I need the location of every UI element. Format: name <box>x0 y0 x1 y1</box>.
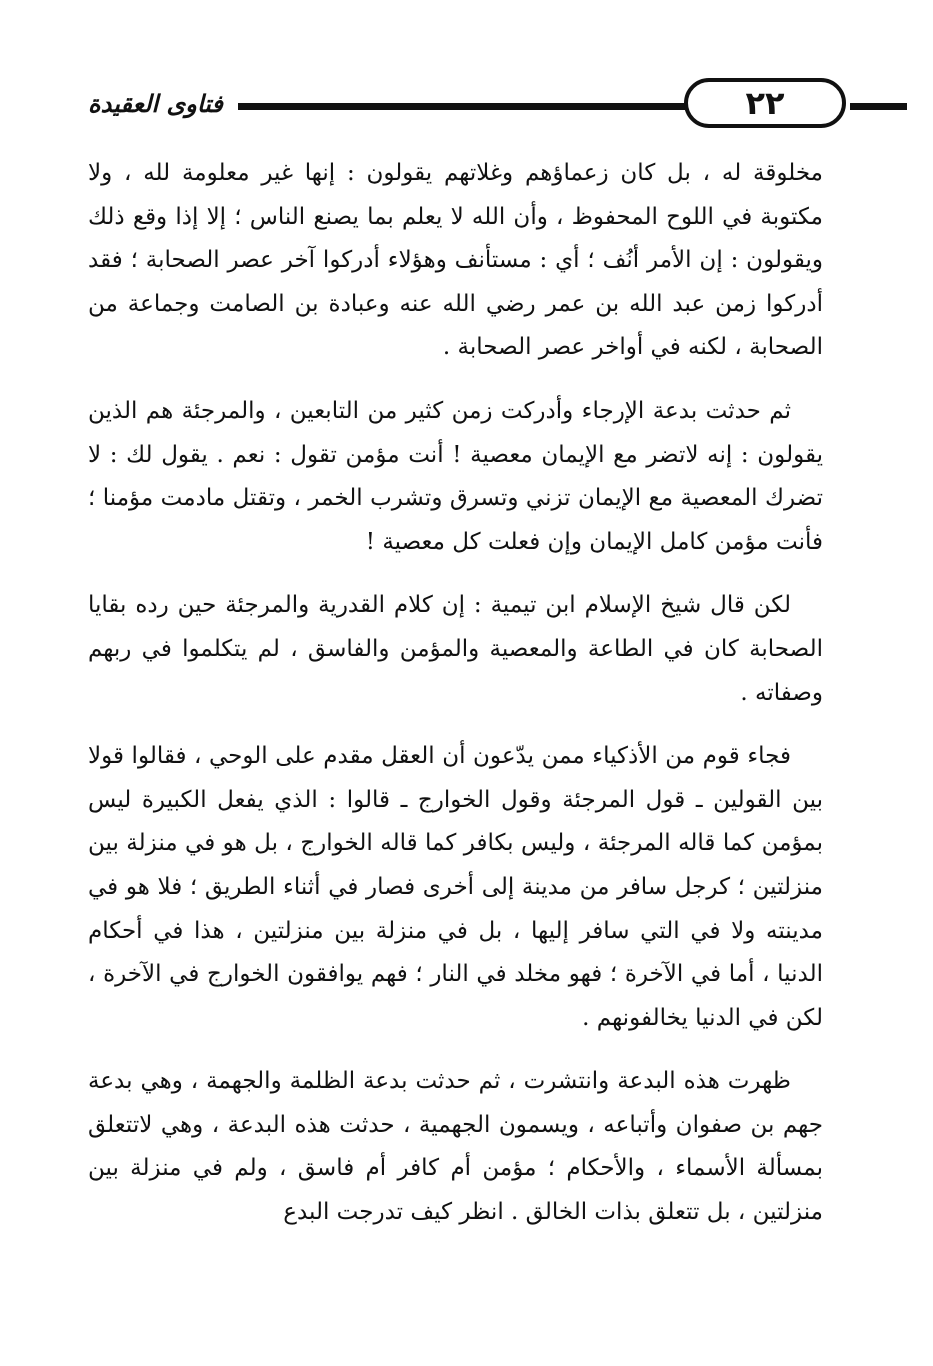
paragraph-intermediate-position: فجاء قوم من الأذكياء ممن يدّعون أن العقل مقدم على الوحي ، فقالوا قولا بين القولين ـ قول المرجئة وقول الخوارج ـ قالوا : الذي يفعل الكبيرة ليس بمؤمن كما قاله المرجئة ، وليس بكافر كما قاله الخوارج ، بل هو في منزلة بين منزلتين ؛ كرجل سافر من مدينة إلى أخرى فصار في أثناء الطريق ؛ فلا هو في مدينته ولا في التي سافر إليها ، بل في منزلة بين منزلتين ، هذا في أحكام الدنيا ، أما في الآخرة ؛ فهو مخلد في النار ؛ فهم يوافقون الخوارج في الآخرة ، لكن في الدنيا يخالفونهم . <box>88 743 823 1031</box>
paragraph-irja: ثم حدثت بدعة الإرجاء وأدركت زمن كثير من التابعين ، والمرجئة هم الذين يقولون : إنه لاتضر مع الإيمان معصية ! أنت مؤمن تقول : نعم . يقول لك : لا تضرك المعصية مع الإيمان تزني وتسرق وتشرب الخمر ، وتقتل مادمت مؤمنا ؛ فأنت مؤمن كامل الإيمان وإن فعلت كل معصية ! <box>88 397 823 555</box>
paragraph-ibn-taymiyya: لكن قال شيخ الإسلام ابن تيمية : إن كلام القدرية والمرجئة حين رده بقايا الصحابة كان في الطاعة والمعصية والمؤمن والفاسق ، لم يتكلموا في ربهم وصفاته . <box>88 592 823 706</box>
page-number: ٢٢ <box>684 78 846 128</box>
page-header <box>88 78 823 136</box>
paragraph-jahmiyya: ظهرت هذه البدعة وانتشرت ، ثم حدثت بدعة الظلمة والجهمة ، وهي بدعة جهم بن صفوان وأتباعه ، ويسمون الجهمية ، حدثت هذه البدعة ، وهي لاتتعلق بمسألة الأسماء ، والأحكام ؛ مؤمن أم كافر أم فاسق ، ولم في منزلة بين منزلتين ، بل تتعلق بذات الخالق . انظر كيف تدرجت البدع <box>88 1068 823 1226</box>
header-rule-right <box>850 103 907 110</box>
page-body <box>88 152 823 1255</box>
paragraph-continuation: مخلوقة له ، بل كان زعماؤهم وغلاتهم يقولون : إنها غير معلومة لله ، ولا مكتوبة في اللوح المحفوظ ، وأن الله لا يعلم بما يصنع الناس ؛ إلا إذا وقع ذلك ويقولون : إن الأمر أنُف ؛ أي : مستأنف وهؤلاء أدركوا آخر عصر الصحابة ؛ فقد أدركوا زمن عبد الله بن عمر رضي الله عنه وعبادة بن الصامت وجماعة من الصحابة ، لكنه في أواخر عصر الصحابة . <box>88 160 823 361</box>
running-book-title: فتاوى العقيدة <box>88 90 223 118</box>
